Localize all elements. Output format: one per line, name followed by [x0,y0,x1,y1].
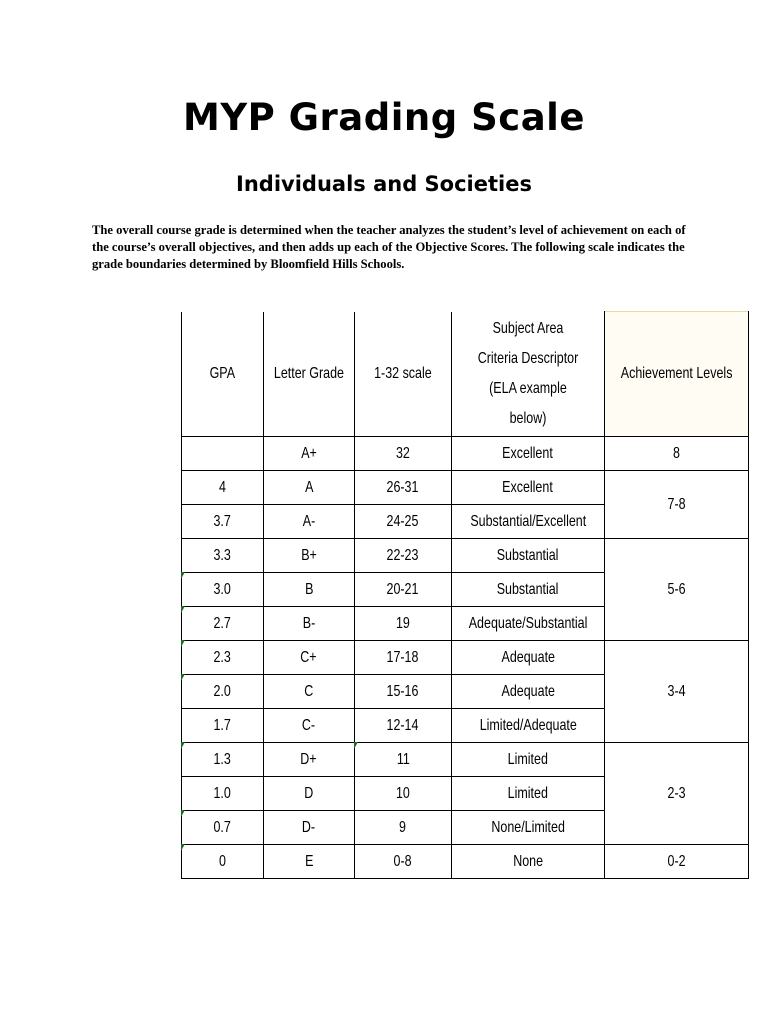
descriptor-cell: Substantial [451,539,604,573]
descriptor-cell: Adequate/Substantial [451,607,604,641]
page-subtitle: Individuals and Societies [236,172,532,196]
letter-cell: C- [264,709,355,743]
descriptor-cell: None/Limited [451,811,604,845]
gpa-cell: 4 [182,471,264,505]
letter-cell: A [264,471,355,505]
scale-cell: 15-16 [354,675,451,709]
grading-scale-table [181,311,749,879]
descriptor-cell: Excellent [451,437,604,471]
achievement-cell: 2-3 [604,743,748,845]
scale-cell: 10 [354,777,451,811]
page-title: MYP Grading Scale [183,96,585,139]
header-scale: 1-32 scale [354,312,451,437]
header-descriptor: Subject Area Criteria Descriptor (ELA example below) [451,312,604,437]
scale-cell: 0-8 [354,845,451,879]
scale-cell: 22-23 [354,539,451,573]
scale-cell: 12-14 [354,709,451,743]
descriptor-cell: Substantial/Excellent [451,505,604,539]
scale-cell: 32 [354,437,451,471]
descriptor-cell: None [451,845,604,879]
descriptor-cell: Adequate [451,641,604,675]
table-row [182,539,749,573]
table-row [182,845,749,879]
letter-cell: B+ [264,539,355,573]
table-row [182,743,749,777]
scale-cell: 24-25 [354,505,451,539]
achievement-cell: 0-2 [604,845,748,879]
gpa-cell: 0.7 [182,811,264,845]
letter-cell: D+ [264,743,355,777]
gpa-cell: 0 [182,845,264,879]
letter-cell: C [264,675,355,709]
table-row [182,437,749,471]
descriptor-cell: Excellent [451,471,604,505]
gpa-cell: 1.3 [182,743,264,777]
achievement-cell: 7-8 [604,471,748,539]
letter-cell: D- [264,811,355,845]
gpa-cell: 3.3 [182,539,264,573]
descriptor-cell: Substantial [451,573,604,607]
scale-cell: 11 [354,743,451,777]
descriptor-cell: Limited/Adequate [451,709,604,743]
achievement-cell: 8 [604,437,748,471]
scale-cell: 17-18 [354,641,451,675]
gpa-cell [182,437,264,471]
achievement-cell: 3-4 [604,641,748,743]
header-achievement-levels: Achievement Levels [604,312,748,437]
descriptor-cell: Limited [451,743,604,777]
gpa-cell: 3.0 [182,573,264,607]
descriptor-cell: Adequate [451,675,604,709]
letter-cell: B- [264,607,355,641]
letter-cell: A- [264,505,355,539]
letter-cell: A+ [264,437,355,471]
gpa-cell: 2.0 [182,675,264,709]
scale-cell: 19 [354,607,451,641]
letter-cell: E [264,845,355,879]
gpa-cell: 2.7 [182,607,264,641]
letter-cell: D [264,777,355,811]
gpa-cell: 1.7 [182,709,264,743]
intro-paragraph: The overall course grade is determined when the teacher analyzes the student’s level of achievement on each of the course’s overall objectives, and then adds up each of the Objective Scores. The following scale indicates the grade boundaries determined by Bloomfield Hills Schools. [92,223,686,271]
scale-cell: 20-21 [354,573,451,607]
gpa-cell: 3.7 [182,505,264,539]
table-row [182,641,749,675]
gpa-cell: 1.0 [182,777,264,811]
header-gpa: GPA [182,312,264,437]
gpa-cell: 2.3 [182,641,264,675]
table-row [182,471,749,505]
letter-cell: C+ [264,641,355,675]
header-row [182,312,749,437]
descriptor-cell: Limited [451,777,604,811]
scale-cell: 26-31 [354,471,451,505]
achievement-cell: 5-6 [604,539,748,641]
header-letter-grade: Letter Grade [264,312,355,437]
scale-cell: 9 [354,811,451,845]
letter-cell: B [264,573,355,607]
